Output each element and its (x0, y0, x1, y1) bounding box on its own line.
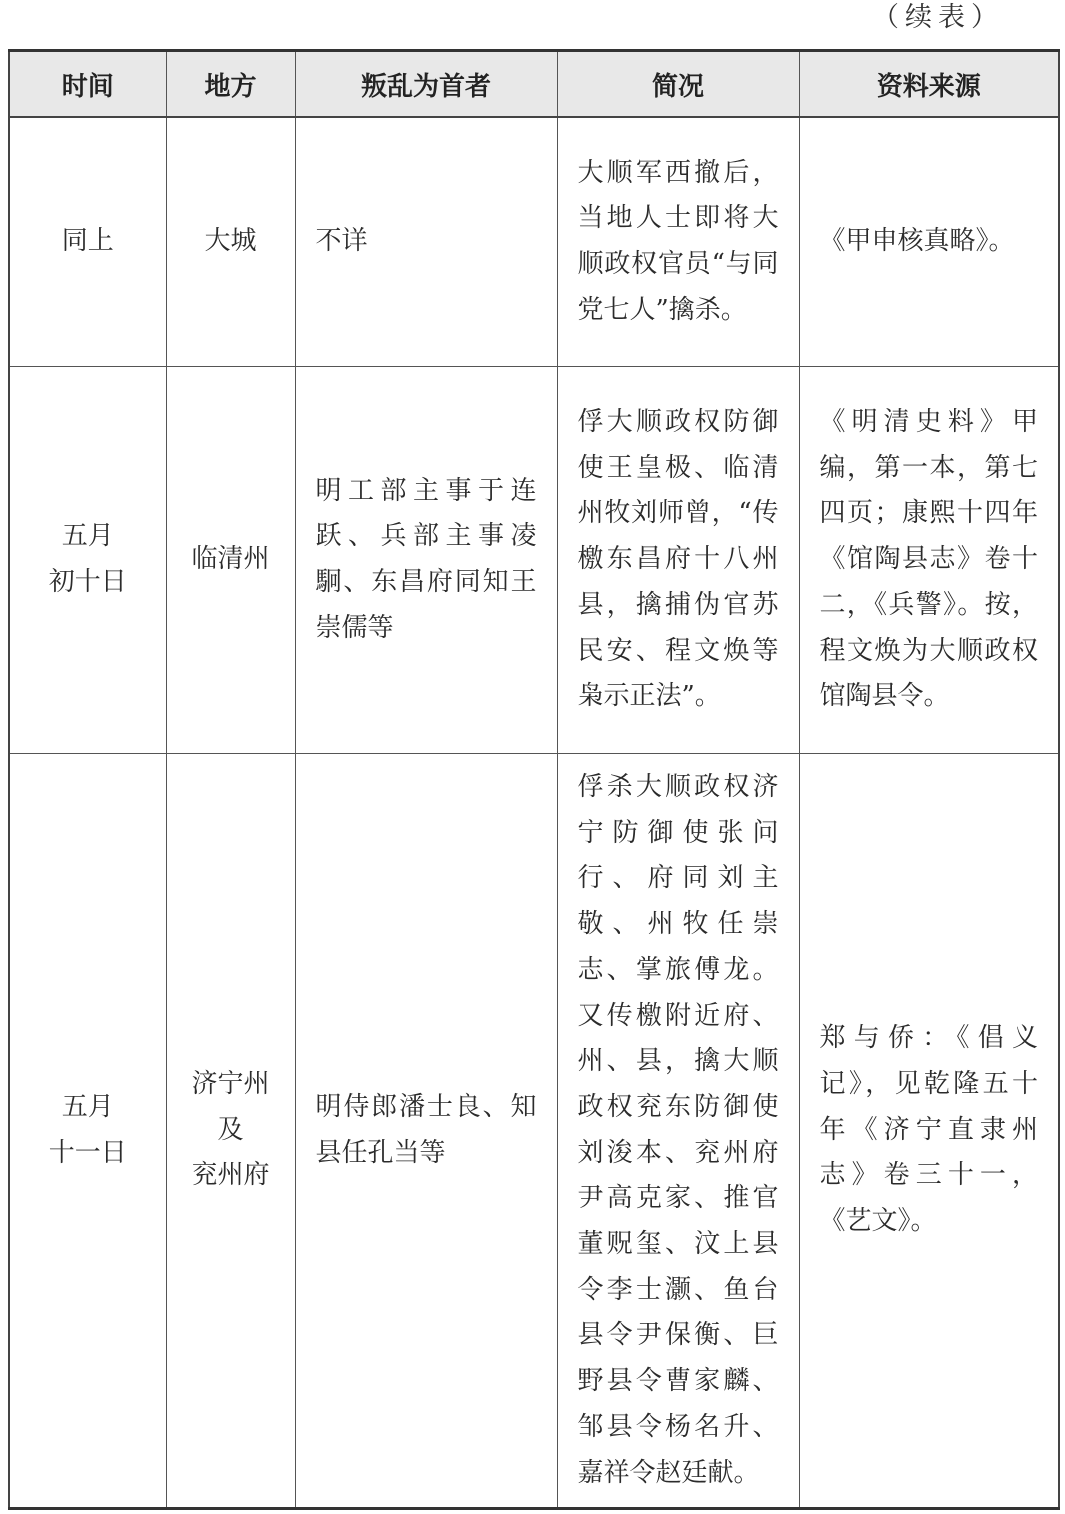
cell-leader (295, 117, 557, 367)
table-row (9, 367, 1059, 754)
cell-leader-text: 明工部主事于连跃、兵部主事凌駉、东昌府同知王崇儒等 (315, 475, 537, 643)
header-time: 时间 (9, 51, 166, 118)
cell-time-text: 同上 (61, 226, 114, 257)
cell-leader-text: 明侍郎潘士良、知县任孔当等 (315, 1091, 537, 1168)
cell-summary-text: 俘大顺政权防御使王皇极、临清州牧刘师曾，“传檄东昌府十八州县，擒捕伪官苏民安、程文焕等枭示正法”。 (577, 407, 779, 712)
cell-summary (557, 367, 799, 754)
table-row (9, 117, 1059, 367)
cell-summary (557, 754, 799, 1509)
cell-time (9, 367, 166, 754)
header-source: 资料来源 (799, 51, 1059, 118)
cell-leader-text: 不详 (315, 226, 368, 257)
table-row (9, 754, 1059, 1509)
header-place: 地方 (166, 51, 295, 118)
table-header-row (9, 51, 1059, 118)
cell-summary (557, 117, 799, 367)
cell-time-text: 五月 初十日 (48, 521, 127, 597)
cell-summary-text: 俘杀大顺政权济宁防御使张问行、府同刘主敬、州牧任崇志、掌旅傅龙。又传檄附近府、州、县，擒大顺政权兖东防御使刘浚本、兖州府尹高克家、推官董贶玺、汶上县令李士灏、鱼台县令尹保衡、巨野县令曹家麟、邹县令杨名升、嘉祥令赵廷献。 (577, 772, 779, 1488)
cell-leader (295, 754, 557, 1509)
cell-source (799, 367, 1059, 754)
cell-summary-text: 大顺军西撤后，当地人士即将大顺政权官员“与同党七人”擒杀。 (577, 157, 779, 325)
cell-place (166, 367, 295, 754)
cell-source-text: 《甲申核真略》。 (819, 226, 1015, 257)
data-table (8, 49, 1060, 1510)
cell-source-text: 郑与侨：《倡义记》，见乾隆五十年《济宁直隶州志》卷三十一，《艺文》。 (819, 1023, 1038, 1237)
cell-place (166, 117, 295, 367)
cell-time (9, 117, 166, 367)
cell-time-text: 五月 十一日 (48, 1091, 127, 1168)
header-summary: 简况 (557, 51, 799, 118)
cell-place-text: 临清州 (191, 544, 270, 575)
cell-place (166, 754, 295, 1509)
continued-table-label: （续表） (872, 2, 1004, 33)
cell-source-text: 《明清史料》甲编，第一本，第七四页；康熙十四年《馆陶县志》卷十二，《兵警》。按，程文焕为大顺政权馆陶县令。 (819, 407, 1038, 712)
cell-source (799, 117, 1059, 367)
cell-source (799, 754, 1059, 1509)
cell-place-text: 济宁州 及 兖州府 (191, 1069, 270, 1191)
cell-place-text: 大城 (204, 226, 257, 257)
cell-time (9, 754, 166, 1509)
cell-leader (295, 367, 557, 754)
header-leader: 叛乱为首者 (295, 51, 557, 118)
